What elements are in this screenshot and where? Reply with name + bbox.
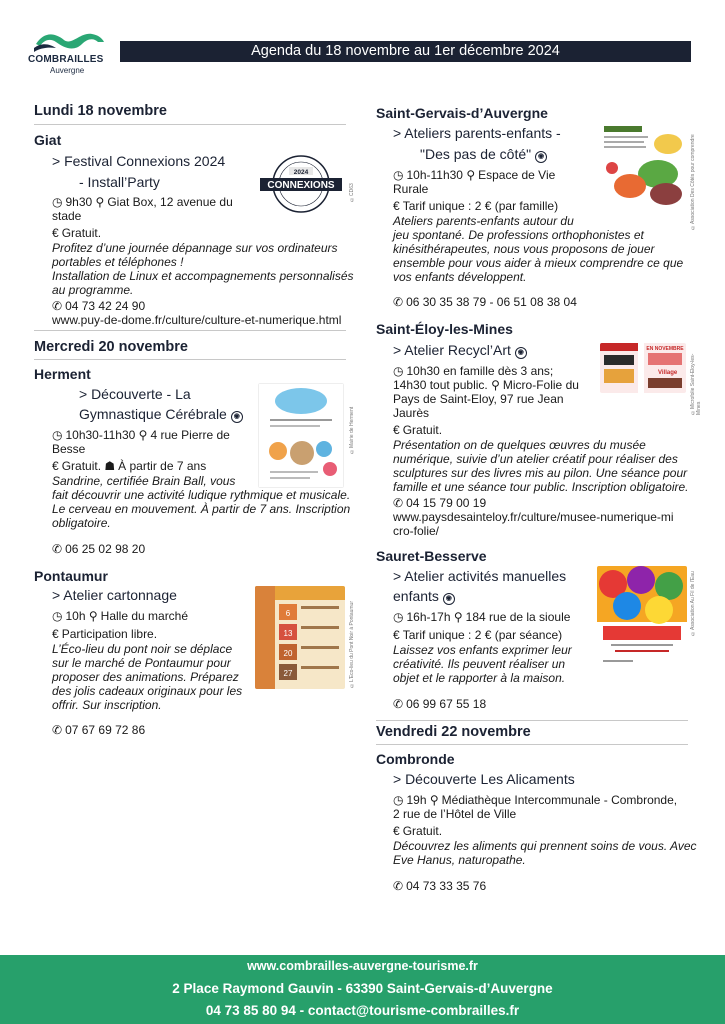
event-phone: ✆ 04 73 33 35 76 xyxy=(393,879,487,893)
town-herment: Herment xyxy=(34,366,91,382)
event-description-1: Sandrine, certifiée Brain Ball, vous xyxy=(52,474,236,488)
event-price: € Gratuit. ☗ À partir de 7 ans xyxy=(52,459,207,473)
euro-icon: € xyxy=(393,199,400,213)
clock-icon: ◷ xyxy=(52,428,63,442)
event-description-1: Laissez vos enfants exprimer leur xyxy=(393,643,572,657)
poster-village: Village xyxy=(658,370,678,376)
footer-website-link[interactable]: www.combrailles-auvergne-tourisme.fr xyxy=(247,959,478,973)
town-sauret-besserve: Sauret-Besserve xyxy=(376,548,487,564)
town-pontaumur: Pontaumur xyxy=(34,568,108,584)
phone-icon: ✆ xyxy=(52,723,63,737)
event-description-4: des jolis cadeaux originaux pour les xyxy=(52,684,243,698)
event-time-place: ◷ 10h ⚲ Halle du marché xyxy=(52,609,189,623)
event-place-cont: Besse xyxy=(52,442,86,456)
event-description-4: obligatoire. xyxy=(52,516,111,530)
footer-address: 2 Place Raymond Gauvin - 63390 Saint-Gervais-d’Auvergne xyxy=(172,981,553,996)
phone-icon: ✆ xyxy=(393,697,404,711)
event-phone: ✆ 04 15 79 00 19 xyxy=(393,496,487,510)
clock-icon: ◷ xyxy=(393,793,404,807)
event-description-3: kinésithérapeutes, nous vous proposons de jouer xyxy=(393,242,655,256)
event-description-3: Installation de Linux et accompagnements personnalisés xyxy=(52,269,354,283)
connexions-festival-image xyxy=(258,153,344,215)
photo-credit: ©Association Des Côtés pour comprendre xyxy=(690,134,696,230)
event-description-3: Le cerveau en mouvement. À partir de 7 ans. Inscription xyxy=(52,502,351,516)
event-title-alicaments: > Découverte Les Alicaments xyxy=(393,771,575,787)
day-heading-monday: Lundi 18 novembre xyxy=(34,103,167,119)
event-place-cont: Pays de Saint-Eloy, 97 rue Jean xyxy=(393,392,564,406)
event-phone: ✆ 04 73 42 24 90 xyxy=(52,299,146,313)
photo-credit: ©Microfolie Saint-Eloy-les-Mines xyxy=(690,353,702,415)
event-description-2: créativité. Ils peuvent réaliser un xyxy=(393,657,566,671)
phone-icon: ✆ xyxy=(52,542,63,556)
accessibility-icon: ◉ xyxy=(443,593,455,605)
event-title-recyclart: > Atelier Recycl’Art ◉ xyxy=(393,341,527,360)
accessibility-icon: ◉ xyxy=(515,347,527,359)
poster-date-3: 20 xyxy=(283,649,293,658)
event-title-enfants: enfants ◉ xyxy=(393,587,455,606)
euro-icon: € xyxy=(393,628,400,642)
location-pin-icon: ⚲ xyxy=(453,610,463,624)
event-time-place: 14h30 tout public. ⚲ Micro-Folie du xyxy=(393,378,579,392)
event-description-1: L’Éco-lieu du pont noir se déplace xyxy=(52,642,233,656)
photo-credit: ©Mairie de Herment xyxy=(349,406,355,454)
event-price: € Tarif unique : 2 € (par séance) xyxy=(393,628,563,642)
event-title-cartonnage: > Atelier cartonnage xyxy=(52,587,177,603)
clock-icon: ◷ xyxy=(52,609,63,623)
event-description-2: jeu spontané. De professions orthophonistes et xyxy=(393,228,644,242)
euro-icon: € xyxy=(52,226,59,240)
euro-icon: € xyxy=(52,627,59,641)
micro-folie-posters xyxy=(600,343,686,393)
phone-icon: ✆ xyxy=(393,496,404,510)
town-saint-eloy: Saint-Éloy-les-Mines xyxy=(376,321,513,337)
event-title-gymnastique: Gymnastique Cérébrale ◉ xyxy=(79,405,243,424)
euro-icon: € xyxy=(393,423,400,437)
clock-icon: ◷ xyxy=(393,364,404,378)
phone-icon: ✆ xyxy=(52,299,63,313)
event-phone: ✆ 07 67 69 72 86 xyxy=(52,723,146,737)
event-time-place: ◷ 9h30 ⚲ Giat Box, 12 avenue du xyxy=(52,195,233,209)
divider xyxy=(34,359,346,360)
event-description-4: famille et une séance tour public. Inscription obligatoire. xyxy=(393,480,689,494)
event-place-cont: 2 rue de l’Hôtel de Ville xyxy=(393,807,517,821)
event-place-cont: Rurale xyxy=(393,182,429,196)
event-description-4: ensemble pour vous aider à mieux comprendre ce que xyxy=(393,256,684,270)
phone-icon: ✆ xyxy=(393,879,404,893)
event-title-des-pas-de-cote: "Des pas de côté" ◉ xyxy=(420,145,547,164)
event-phone: ✆ 06 25 02 98 20 xyxy=(52,542,146,556)
event-price: € Tarif unique : 2 € (par famille) xyxy=(393,199,559,213)
photo-credit: ©Association Au Fil de l'Eau xyxy=(690,571,696,636)
event-description-2: portables et téléphones ! xyxy=(52,255,184,269)
event-description-1: Découvrez les aliments qui prennent soins de vous. Avec xyxy=(393,839,697,853)
event-place-cont-2: Jaurès xyxy=(393,406,430,420)
page-title: Agenda du 18 novembre au 1er décembre 2024 xyxy=(120,41,691,62)
event-title-ateliers-parents: > Ateliers parents-enfants - xyxy=(393,125,561,141)
connexions-year: 2024 xyxy=(293,169,309,176)
location-pin-icon: ⚲ xyxy=(429,793,439,807)
day-heading-wednesday: Mercredi 20 novembre xyxy=(34,339,188,355)
age-person-icon: ☗ xyxy=(104,459,116,473)
event-description-4: au programme. xyxy=(52,283,134,297)
location-pin-icon: ⚲ xyxy=(491,378,500,392)
accessibility-icon: ◉ xyxy=(231,411,243,423)
paint-hands-poster xyxy=(597,566,687,670)
clock-icon: ◷ xyxy=(393,168,404,182)
event-price: € Gratuit. xyxy=(52,226,102,240)
euro-icon: € xyxy=(393,824,400,838)
footer xyxy=(0,955,725,1024)
euro-icon: € xyxy=(52,459,59,473)
event-description-2: fait découvrir une activité ludique rythmique et musicale. xyxy=(52,488,351,502)
gymnastique-cerebrale-poster xyxy=(258,383,344,488)
event-description-3: proposer des animations. Préparez xyxy=(52,670,239,684)
event-time-place: ◷ 16h-17h ⚲ 184 rue de la sioule xyxy=(393,610,571,624)
photo-credit: ©CD63 xyxy=(349,183,355,202)
event-price: € Gratuit. xyxy=(393,824,443,838)
location-pin-icon: ⚲ xyxy=(95,195,105,209)
event-website-link[interactable]: www.paysdesainteloy.fr/culture/musee-numerique-mi xyxy=(393,510,674,524)
event-phone: ✆ 06 30 35 38 79 - 06 51 08 38 04 xyxy=(393,295,577,309)
event-description-1: Présentation on de quelques œuvres du musée xyxy=(393,438,646,452)
location-pin-icon: ⚲ xyxy=(88,609,98,623)
event-description-1: Ateliers parents-enfants autour du xyxy=(393,214,574,228)
event-price: € Gratuit. xyxy=(393,423,443,437)
event-phone: ✆ 06 99 67 55 18 xyxy=(393,697,487,711)
event-title-decouverte: > Découverte - La xyxy=(79,386,191,402)
event-description-3: objet et le rapporter à la maison. xyxy=(393,671,566,685)
location-pin-icon: ⚲ xyxy=(466,168,476,182)
poster-label: EN NOVEMBRE xyxy=(646,346,684,352)
event-website-link[interactable]: www.puy-de-dome.fr/culture/culture-et-numerique.html xyxy=(52,313,342,327)
event-description-2: sur le marché de Pontaumur pour xyxy=(52,656,231,670)
poster-date-2: 13 xyxy=(283,629,293,638)
divider xyxy=(34,330,346,331)
event-description-3: sculptures sur des livres mis au pilon. Une séance pour xyxy=(393,466,688,480)
event-title-festival-connexions: > Festival Connexions 2024 xyxy=(52,153,226,169)
event-description-2: numérique, suivie d’un atelier créatif pour réaliser des xyxy=(393,452,678,466)
eco-lieu-poster xyxy=(255,586,345,689)
event-place-cont: stade xyxy=(52,209,82,223)
day-heading-friday: Vendredi 22 novembre xyxy=(376,724,531,740)
town-saint-gervais: Saint-Gervais-d’Auvergne xyxy=(376,105,548,121)
location-pin-icon: ⚲ xyxy=(138,428,148,442)
event-title-install-party: - Install’Party xyxy=(79,174,160,190)
divider xyxy=(376,720,688,721)
event-price: € Participation libre. xyxy=(52,627,158,641)
event-title-activites-manuelles: > Atelier activités manuelles xyxy=(393,568,567,584)
town-combronde: Combronde xyxy=(376,751,455,767)
clock-icon: ◷ xyxy=(52,195,63,209)
event-description-5: offrir. Sur inscription. xyxy=(52,698,162,712)
event-description-2: Eve Hanus, naturopathe. xyxy=(393,853,526,867)
connexions-logo-text: CONNEXIONS xyxy=(267,180,335,191)
event-time-place: ◷ 10h-11h30 ⚲ Espace de Vie xyxy=(393,168,556,182)
poster-date-1: 6 xyxy=(285,609,291,618)
divider xyxy=(376,744,688,745)
town-giat: Giat xyxy=(34,132,62,148)
event-website-link-cont[interactable]: cro-folie/ xyxy=(393,524,440,538)
photo-credit: ©L'Eco-lieu du Pont Noir à Pontaumur xyxy=(349,601,355,688)
footer-contact: 04 73 85 80 94 - contact@tourisme-combrailles.fr xyxy=(205,1003,520,1018)
poster-date-4: 27 xyxy=(283,669,293,678)
event-time-place: ◷ 19h ⚲ Médiathèque Intercommunale - Combronde, xyxy=(393,793,678,807)
event-time-place: ◷ 10h30-11h30 ⚲ 4 rue Pierre de xyxy=(52,428,230,442)
logo-subtitle: Auvergne xyxy=(50,66,85,75)
logo-name: COMBRAILLES xyxy=(28,54,104,65)
clock-icon: ◷ xyxy=(393,610,404,624)
phone-icon: ✆ xyxy=(393,295,404,309)
des-pas-de-cote-flyer xyxy=(600,124,686,209)
event-description-1: Profitez d’une journée dépannage sur vos ordinateurs xyxy=(52,241,338,255)
event-description-5: vos enfants développent. xyxy=(393,270,527,284)
event-time: ◷ 10h30 en famille dès 3 ans; xyxy=(393,364,554,378)
divider xyxy=(34,124,346,125)
accessibility-icon: ◉ xyxy=(535,151,547,163)
